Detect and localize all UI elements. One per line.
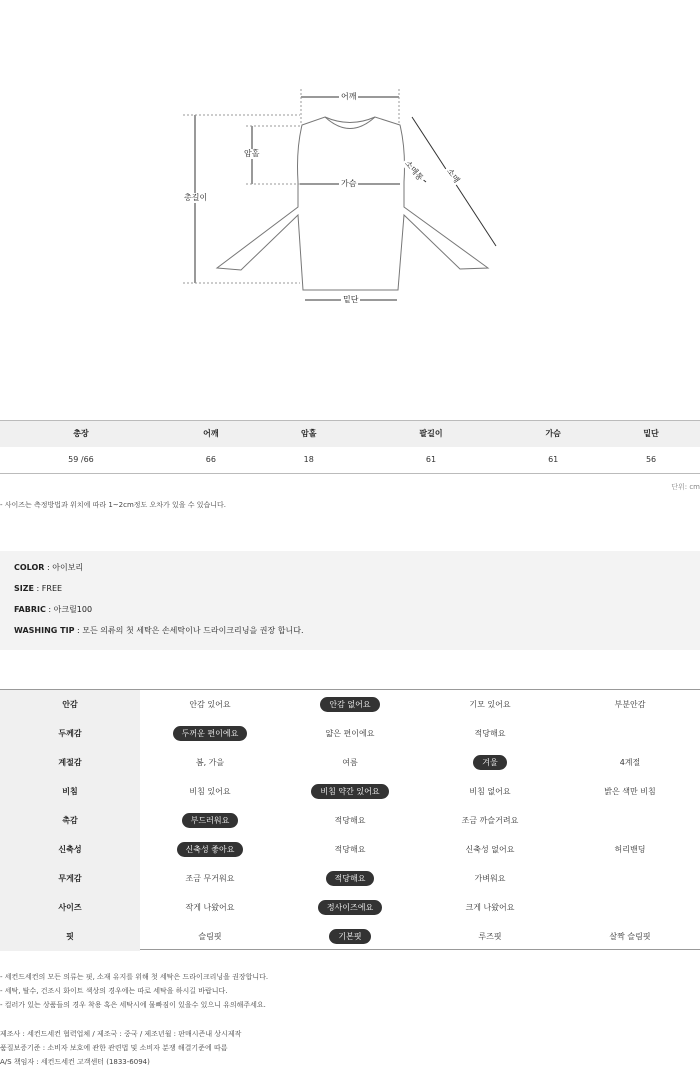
info-label: COLOR xyxy=(14,563,45,572)
size-note: - 사이즈는 측정방법과 위치에 따라 1~2cm정도 오차가 있을 수 있습니다. xyxy=(0,501,227,509)
attr-option: 적당해요 xyxy=(334,816,366,825)
attr-option-cell xyxy=(420,922,560,951)
attr-name: 신축성 xyxy=(0,835,140,864)
info-value: 아크릴100 xyxy=(53,605,93,614)
attr-option: 조금 무거워요 xyxy=(185,874,235,883)
attr-row xyxy=(0,690,700,719)
info-size: SIZE : FREE xyxy=(14,584,63,593)
attr-name: 무게감 xyxy=(0,864,140,893)
attr-row xyxy=(0,777,700,806)
attr-option: 적당해요 xyxy=(474,729,506,738)
info-label: WASHING TIP xyxy=(14,626,75,635)
attr-name: 안감 xyxy=(0,690,140,719)
note-line: - 세탁, 탈수, 건조시 화이트 색상의 경우에는 따로 세탁을 하시길 바랍니다. xyxy=(0,987,228,995)
note-line: - 세컨드세컨의 모든 의류는 핏, 소재 유지를 위해 첫 세탁은 드라이크리닝을 권장합니다. xyxy=(0,973,269,981)
attr-name: 계절감 xyxy=(0,748,140,777)
attr-option-cell xyxy=(140,893,280,922)
value-cell: 61 xyxy=(504,447,602,474)
attr-row xyxy=(0,922,700,951)
attr-option-cell xyxy=(560,864,700,893)
attr-option-cell xyxy=(560,922,700,951)
attr-option-cell xyxy=(560,893,700,922)
size-diagram xyxy=(0,0,700,340)
attr-option-cell xyxy=(280,835,420,864)
attr-option-cell xyxy=(420,777,560,806)
attr-option: 4계절 xyxy=(619,758,641,767)
attr-option: 얇은 편이에요 xyxy=(325,729,375,738)
attr-name: 촉감 xyxy=(0,806,140,835)
size-table-header xyxy=(0,421,700,447)
attr-option-cell xyxy=(420,864,560,893)
manufacturer-info xyxy=(0,1027,241,1069)
info-value: FREE xyxy=(41,584,63,593)
size-table xyxy=(0,420,700,474)
selected-option: 적당해요 xyxy=(326,871,375,886)
attr-option-cell xyxy=(420,835,560,864)
value-cell: 56 xyxy=(602,447,700,474)
attr-option-cell xyxy=(280,806,420,835)
info-color: COLOR : 아이보리 xyxy=(14,563,84,572)
attr-option-cell xyxy=(280,748,420,777)
selected-option: 부드러워요 xyxy=(182,813,239,828)
attr-option-cell xyxy=(140,922,280,951)
attr-option-cell xyxy=(420,893,560,922)
attr-option-cell xyxy=(140,835,280,864)
attr-option-cell xyxy=(560,748,700,777)
unit-label: 단위: cm xyxy=(671,483,700,491)
attr-option-cell xyxy=(560,835,700,864)
attr-option-cell xyxy=(560,690,700,719)
label-armhole: 암홀 xyxy=(244,149,260,158)
attr-name: 사이즈 xyxy=(0,893,140,922)
attr-name: 비침 xyxy=(0,777,140,806)
attr-option: 조금 까슬거려요 xyxy=(461,816,519,825)
attr-row xyxy=(0,893,700,922)
selected-option: 안감 없어요 xyxy=(320,697,379,712)
attr-option-cell xyxy=(140,690,280,719)
label-chest: 가슴 xyxy=(341,179,357,188)
attr-option-cell xyxy=(560,777,700,806)
info-fabric: FABRIC : 아크릴100 xyxy=(14,605,93,614)
note-line: - 컬러가 있는 상품들의 경우 착용 혹은 세탁시에 물빠짐이 있을수 있으니 유의해주세요. xyxy=(0,1001,266,1009)
header-cell: 총장 xyxy=(0,421,162,447)
attr-option-cell xyxy=(140,864,280,893)
mfg-line: 품질보증기준 : 소비자 보호에 관한 관련법 및 소비자 분쟁 해결기준에 따름 xyxy=(0,1044,228,1052)
attr-option: 부분안감 xyxy=(614,700,646,709)
header-cell: 암홀 xyxy=(260,421,358,447)
attr-name: 핏 xyxy=(0,922,140,951)
attr-option: 안감 있어요 xyxy=(189,700,231,709)
attr-option-cell xyxy=(280,777,420,806)
header-cell: 밑단 xyxy=(602,421,700,447)
attr-option-cell xyxy=(280,690,420,719)
attr-row xyxy=(0,835,700,864)
attr-option-cell xyxy=(560,806,700,835)
selected-option: 신축성 좋아요 xyxy=(177,842,244,857)
attr-option-cell xyxy=(280,719,420,748)
attr-name: 두께감 xyxy=(0,719,140,748)
label-hem: 밑단 xyxy=(343,295,359,304)
info-label: SIZE xyxy=(14,584,35,593)
selected-option: 두꺼운 편이에요 xyxy=(173,726,248,741)
attr-row xyxy=(0,864,700,893)
attr-option-cell xyxy=(140,719,280,748)
value-cell: 66 xyxy=(162,447,260,474)
product-info-box xyxy=(0,551,700,650)
label-sleeve-width: 소매통 xyxy=(401,157,426,184)
attr-option: 여름 xyxy=(342,758,358,767)
info-label: FABRIC xyxy=(14,605,46,614)
attr-row xyxy=(0,719,700,748)
attr-option: 밝은 색만 비침 xyxy=(604,787,656,796)
info-value: 모든 의류의 첫 세탁은 손세탁이나 드라이크리닝을 권장 합니다. xyxy=(82,626,304,635)
attr-option: 루즈핏 xyxy=(478,932,502,941)
attr-option-cell xyxy=(280,864,420,893)
attr-option: 비침 있어요 xyxy=(189,787,231,796)
sweater-outline xyxy=(0,0,700,340)
header-cell: 어깨 xyxy=(162,421,260,447)
mfg-line: A/S 책임자 : 세컨드세컨 고객센터 (1833-6094) xyxy=(0,1058,150,1066)
size-table-row xyxy=(0,447,700,474)
attr-row xyxy=(0,748,700,777)
attr-option: 신축성 없어요 xyxy=(465,845,515,854)
attr-option-cell xyxy=(140,748,280,777)
selected-option: 정사이즈에요 xyxy=(318,900,382,915)
attr-option-cell xyxy=(420,748,560,777)
attr-option: 크게 나왔어요 xyxy=(465,903,515,912)
label-shoulder: 어깨 xyxy=(341,92,357,101)
attr-option-cell xyxy=(280,922,420,951)
attr-option-cell xyxy=(280,893,420,922)
attr-option-cell xyxy=(140,806,280,835)
selected-option: 기본핏 xyxy=(329,929,370,944)
attr-option: 작게 나왔어요 xyxy=(185,903,235,912)
attr-option: 슬림핏 xyxy=(198,932,222,941)
value-cell: 18 xyxy=(260,447,358,474)
label-sleeve: 소매 xyxy=(443,165,462,187)
selected-option: 겨울 xyxy=(473,755,506,770)
label-total-length: 총길이 xyxy=(184,193,208,202)
selected-option: 비침 약간 있어요 xyxy=(311,784,388,799)
attr-option-cell xyxy=(140,777,280,806)
value-cell: 59 /66 xyxy=(0,447,162,474)
attr-option-cell xyxy=(420,690,560,719)
attr-option: 살짝 슬림핏 xyxy=(609,932,651,941)
attr-option: 적당해요 xyxy=(334,845,366,854)
attr-row xyxy=(0,806,700,835)
care-notes xyxy=(0,970,268,1012)
attr-option: 가벼워요 xyxy=(474,874,506,883)
header-cell: 팔길이 xyxy=(358,421,505,447)
attr-option-cell xyxy=(560,719,700,748)
attr-option: 봄, 가을 xyxy=(195,758,225,767)
attr-option: 비침 없어요 xyxy=(469,787,511,796)
header-cell: 가슴 xyxy=(504,421,602,447)
mfg-line: 제조사 : 세컨드세컨 협력업체 / 제조국 : 중국 / 제조년월 : 판매시즌내 상시제작 xyxy=(0,1030,242,1038)
attr-option-cell xyxy=(420,719,560,748)
value-cell: 61 xyxy=(358,447,505,474)
info-value: 아이보리 xyxy=(52,563,84,572)
attr-option-cell xyxy=(420,806,560,835)
attr-option: 허리밴딩 xyxy=(614,845,646,854)
attributes-table xyxy=(0,689,700,950)
info-washing-tip: WASHING TIP : 모든 의류의 첫 세탁은 손세탁이나 드라이크리닝을 권장 합니다. xyxy=(14,626,304,635)
attr-option: 기모 있어요 xyxy=(469,700,511,709)
